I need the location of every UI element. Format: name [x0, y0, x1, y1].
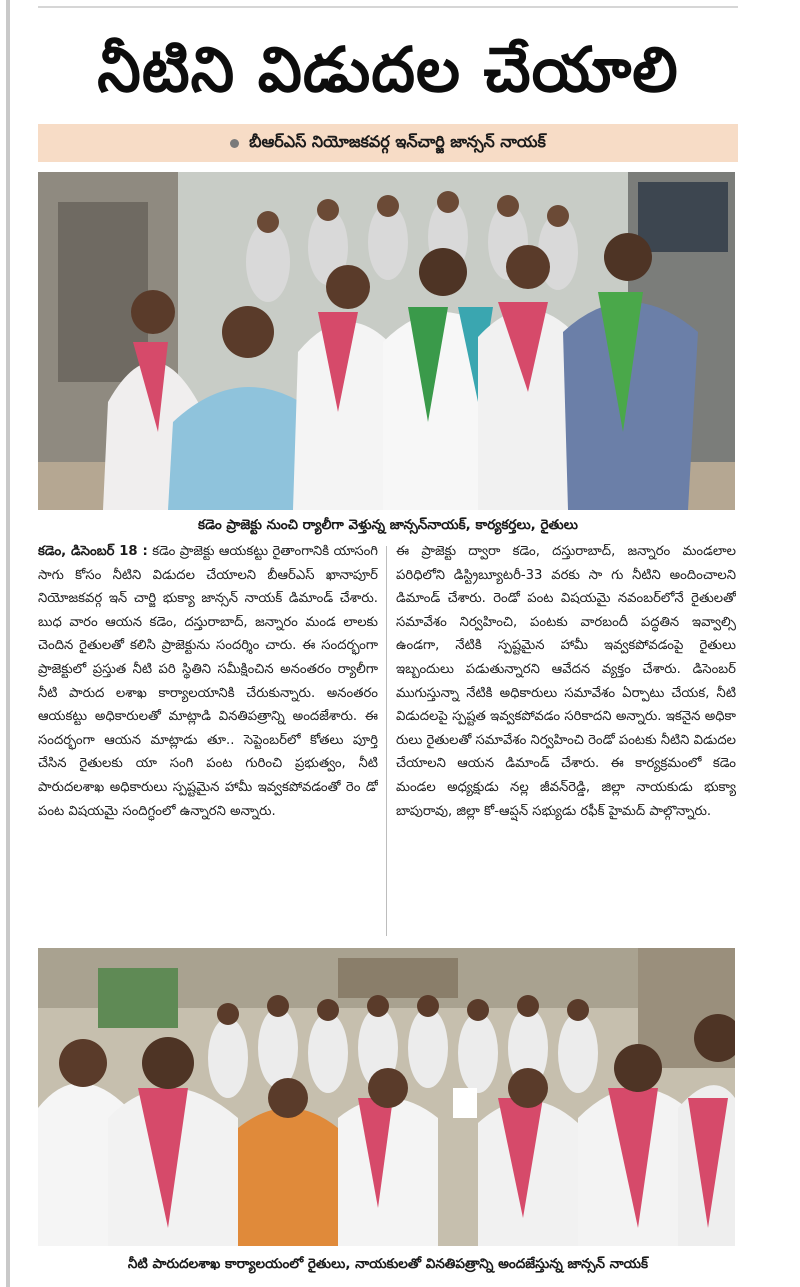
column-divider — [386, 546, 387, 936]
body-right-text: ఈ ప్రాజెక్టు ద్వారా కడెం, దస్తురాబాద్, జన్నారం మండలాల పరిధిలోని డిస్ట్రిబ్యూటరీ-33 వరకు సా గు నీటిని అందించాలని డిమాండ్ చేశారు. రెండో పంట విషయమై నవంబర్‌లోనే రైతులతో సమావేశం నిర్వహించి, పంటకు వారబందీ పద్ధతిన ఇవ్వాల్సి ఉండగా, నేటికి స్పష్టమైన హామీ ఇవ్వకపోవడంపై రైతులు ఇబ్బందులు పడుతున్నారని ఆవేదన వ్యక్తం చేశారు. డిసెంబర్ ముగుస్తున్నా నేటికి అధికారులు సమావేశం ఏర్పాటు చేయక, నీటి విడుదలపై స్పష్టత ఇవ్వకపోవడం సరికాదని అన్నారు. ఇకనైన అధికా రులు రైతులతో సమావేశం నిర్వహించి రెండో పంటకు నీటిని విడుదల చేయాలని ఆయన డిమాండ్ చేశారు. ఈ కార్యక్రమంలో కడెం మండల అధ్యక్షుడు నల్ల జీవన్‌రెడ్డి, జిల్లా నాయకుడు భుక్యా బాపురావు, జిల్లా కో-ఆప్షన్ సభ్యుడు రఫీక్ హైమద్ పాల్గొన్నారు. — [396, 544, 736, 819]
dateline: కడెం, డిసెంబర్ 18 : — [38, 544, 148, 559]
memorandum-photo-illustration — [38, 948, 735, 1246]
article-body-left-column — [38, 540, 378, 942]
memorandum-photo-caption: నీటి పారుదలశాఖ కార్యాలయంలో రైతులు, నాయకులతో వినతిపత్రాన్ని అందజేస్తున్న జాన్సన్ నాయక్ — [127, 1256, 649, 1272]
rally-photo-illustration — [38, 172, 735, 510]
headline: నీటిని విడుదల చేయాలి — [97, 33, 679, 106]
bullet-dot-icon — [230, 139, 239, 148]
subheadline-band — [38, 124, 738, 162]
article-paragraph-left — [38, 540, 378, 823]
rally-photo — [38, 172, 735, 510]
page-left-border — [6, 0, 10, 1287]
article-body-right-column — [396, 540, 736, 942]
memorandum-photo — [38, 948, 735, 1246]
rally-photo-caption: కడెం ప్రాజెక్టు నుంచి ర్యాలీగా వెళ్తున్న జాన్సన్‌నాయక్, కార్యకర్తలు, రైతులు — [198, 517, 578, 533]
page-top-rule — [38, 6, 738, 8]
subheadline-text: బీఆర్ఎస్ నియోజకవర్గ ఇన్‌చార్జి జాన్సన్ నాయక్ — [249, 131, 546, 151]
body-left-text: కడెం ప్రాజెక్టు ఆయకట్టు రైతాంగానికి యాసంగి సాగు కోసం నీటిని విడుదల చేయాలని బీఆర్ఎస్ ఖానాపూర్ నియోజకవర్గ ఇన్ చార్జి భుక్యా జాన్సన్ నాయక్ డిమాండ్ చేశారు. బుధ వారం ఆయన కడెం, దస్తురాబాద్, జన్నారం మండ లాలకు చెందిన రైతులతో కలిసి ప్రాజెక్టును సందర్శిం చారు. ఈ సందర్భంగా ప్రాజెక్టులో ప్రస్తుత నీటి పరి స్థితిని సమీక్షించిన అనంతరం ర్యాలీగా నీటి పారుద లశాఖ కార్యాలయానికి చేరుకున్నారు. అనంతరం ఆయకట్టు అధికారులతో మాట్లాడి వినతిపత్రాన్ని అందజేశారు. ఈ సందర్భంగా ఆయన మాట్లాడు తూ.. సెప్టెంబర్‌లో కోతలు పూర్తి చేసిన రైతులకు యా సంగి పంట గురించి ప్రభుత్వం, నీటి పారుదలశాఖ అధికారులు స్పష్టమైన హామీ ఇవ్వకపోవడంతో రెం డో పంట విషయమై సందిగ్ధంలో ఉన్నారని అన్నారు. — [38, 544, 378, 819]
